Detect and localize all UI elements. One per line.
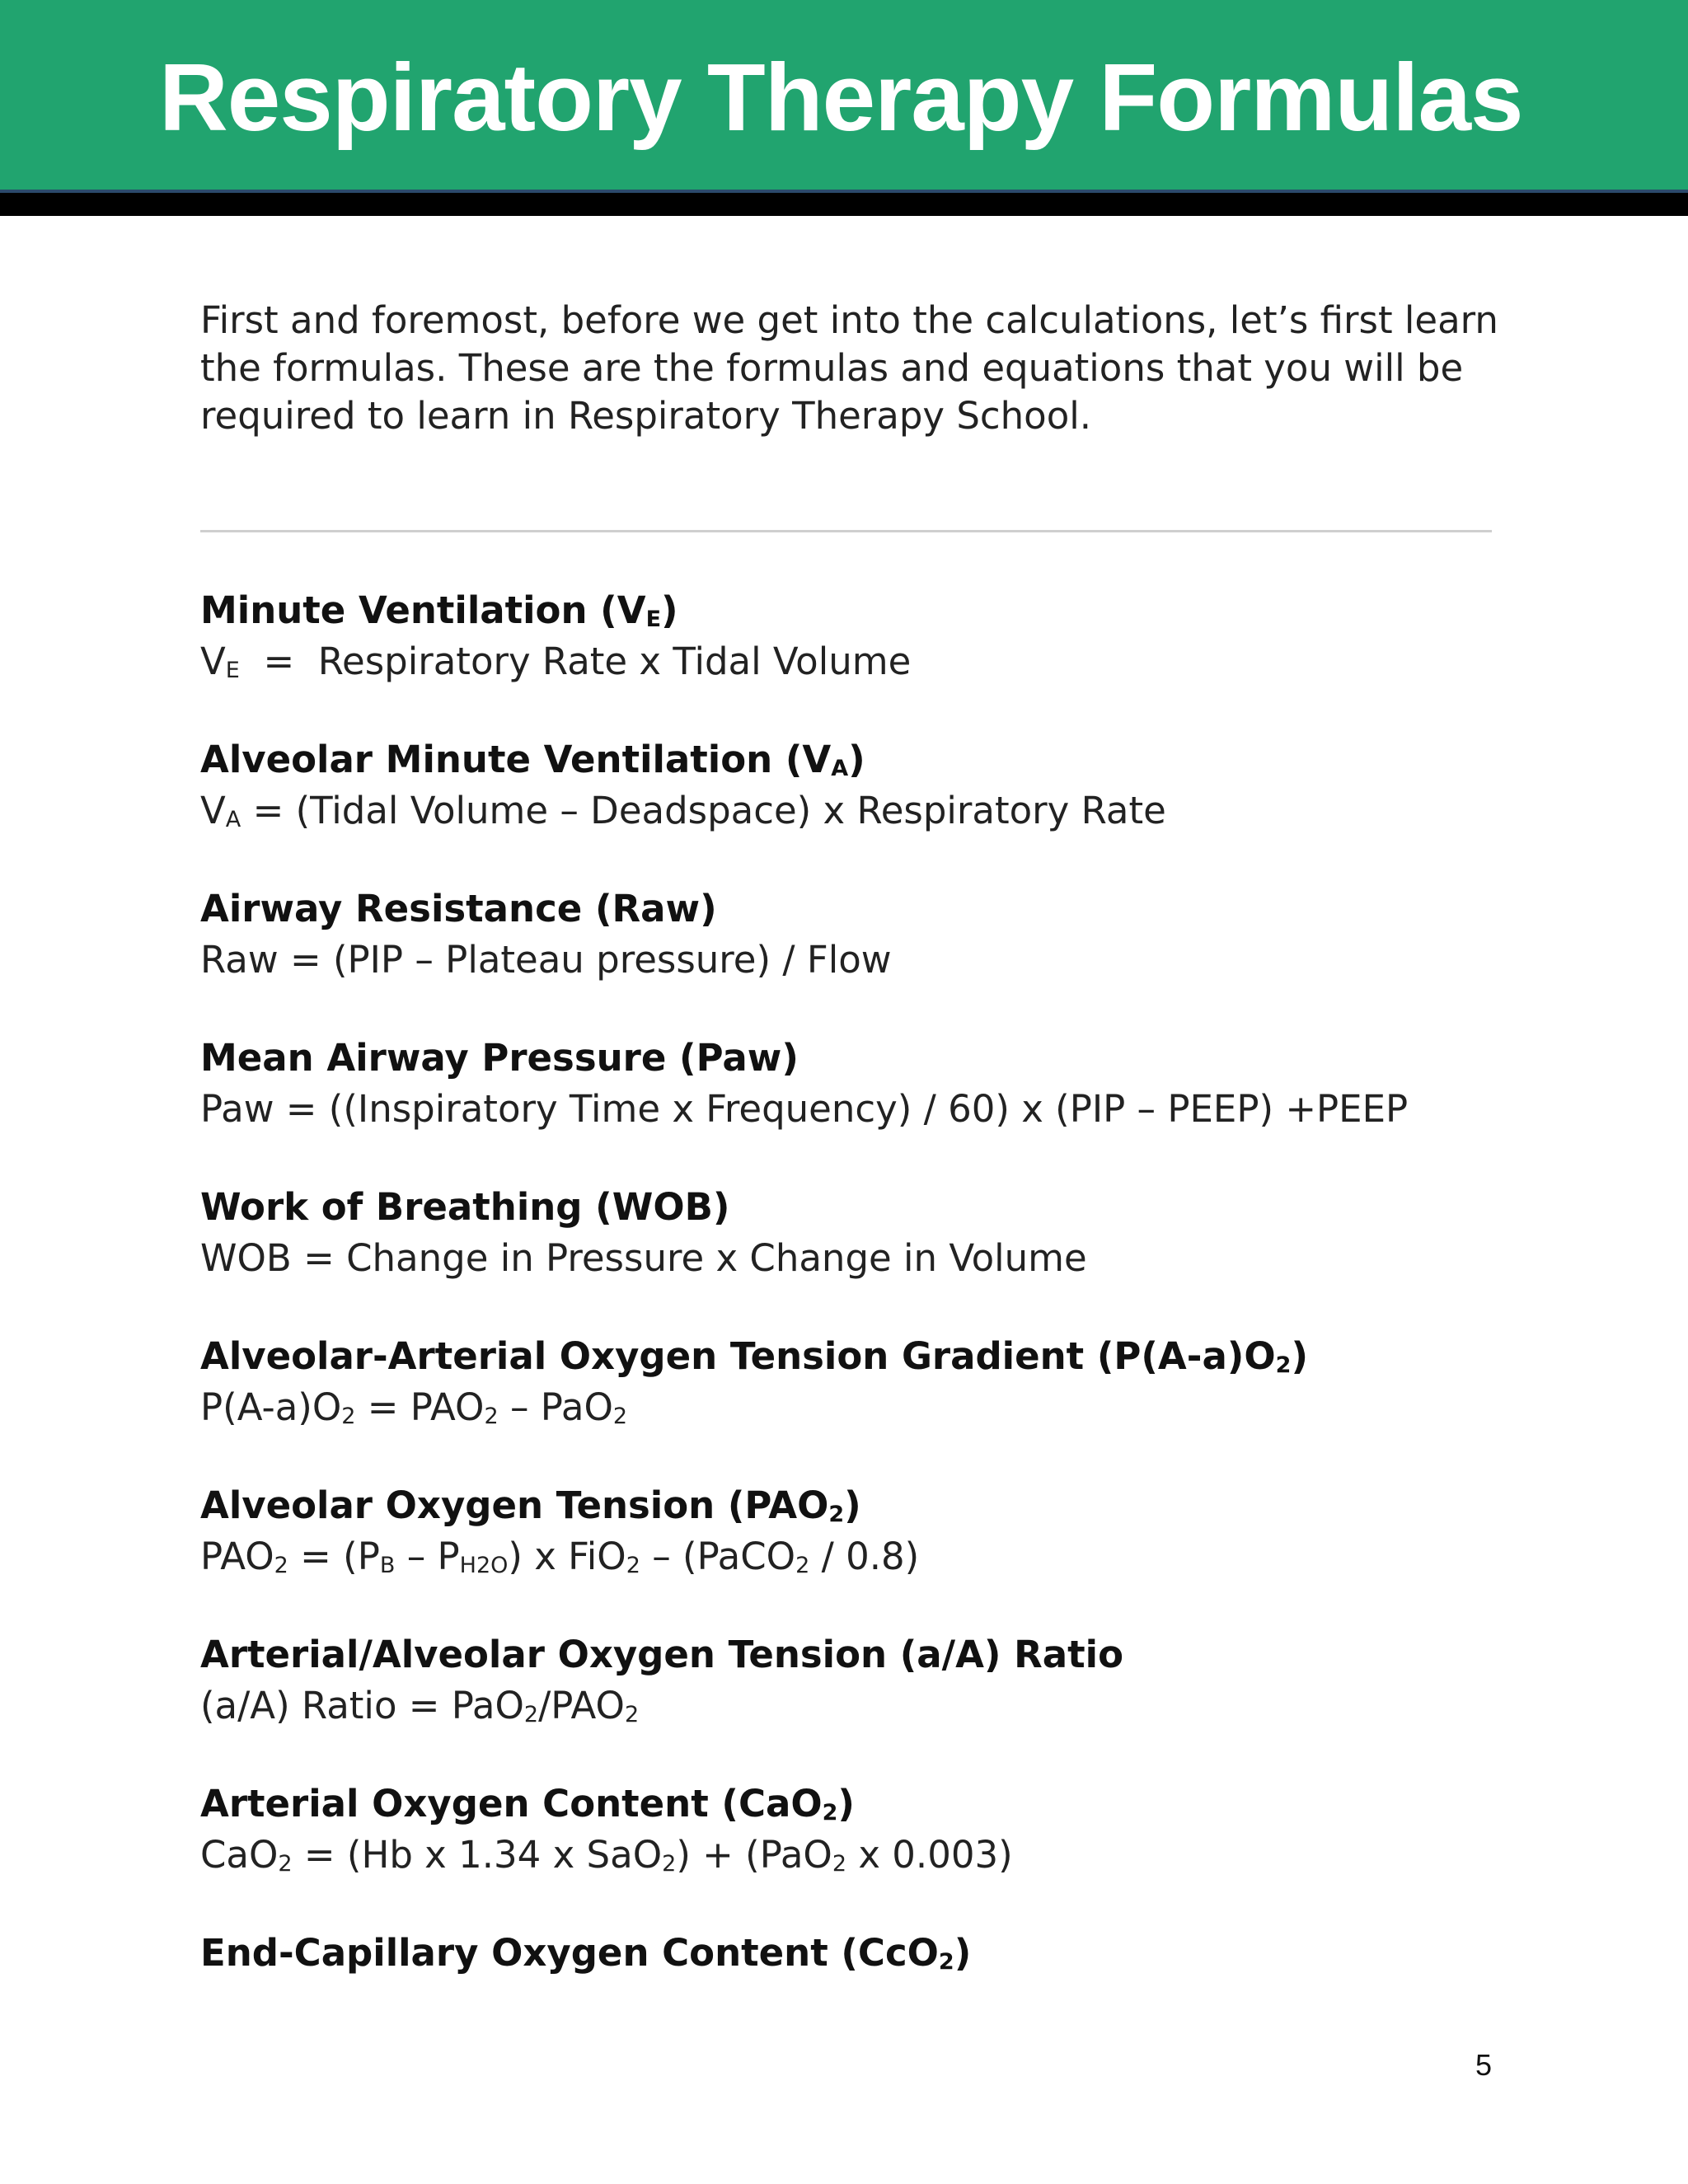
- subscript-text: A: [225, 807, 241, 833]
- formula-list: [200, 585, 1519, 2077]
- formula-text: x 0.003): [846, 1833, 1013, 1877]
- formula-item: [200, 1779, 1519, 1928]
- formula-text: ) + (PaO: [676, 1833, 832, 1877]
- formula-item: [200, 1331, 1519, 1480]
- formula-text: / 0.8): [809, 1535, 920, 1578]
- page-number: 5: [1475, 2048, 1492, 2082]
- formula-text: P(A-a)O: [200, 1385, 342, 1429]
- formula-text: CaO: [200, 1833, 279, 1877]
- formula-text: Alveolar Oxygen Tension (PAO: [200, 1483, 829, 1527]
- formula-text: V: [200, 789, 226, 832]
- subscript-text: 2: [828, 1502, 845, 1528]
- subscript-text: 2: [795, 1553, 810, 1579]
- formula-text: V: [200, 640, 226, 683]
- formula-title: [200, 1928, 1519, 1979]
- subscript-text: 2: [822, 1800, 838, 1826]
- subscript-text: 2: [278, 1851, 293, 1877]
- formula-text: ): [837, 1782, 855, 1825]
- subscript-text: 2: [832, 1851, 847, 1877]
- subscript-text: 2: [341, 1404, 356, 1430]
- formula-text: = PAO: [355, 1385, 485, 1429]
- formula-equation: [200, 1382, 1519, 1433]
- formula-text: ): [1291, 1334, 1309, 1378]
- subscript-text: 2: [626, 1553, 640, 1579]
- subscript-text: 2: [938, 1949, 954, 1975]
- formula-text: Mean Airway Pressure (Paw): [200, 1036, 799, 1080]
- formula-text: Minute Ventilation (V: [200, 588, 646, 632]
- formula-text: End-Capillary Oxygen Content (CcO: [200, 1931, 939, 1975]
- formula-text: – P: [395, 1535, 460, 1578]
- formula-equation: [200, 935, 1519, 986]
- formula-title: [200, 1331, 1519, 1382]
- formula-text: /PAO: [538, 1684, 625, 1727]
- formula-text: Alveolar-Arterial Oxygen Tension Gradient (P(A-a)O: [200, 1334, 1276, 1378]
- formula-item: [200, 1480, 1519, 1629]
- formula-text: ): [844, 1483, 861, 1527]
- formula-text: Arterial Oxygen Content (CaO: [200, 1782, 823, 1825]
- header-rule-thick: [0, 193, 1688, 216]
- formula-text: ) x FiO: [508, 1535, 626, 1578]
- formula-item: [200, 1033, 1519, 1182]
- formula-text: PAO: [200, 1535, 274, 1578]
- subscript-text: 2: [662, 1851, 677, 1877]
- subscript-text: 2: [1275, 1352, 1292, 1379]
- formula-text: = (Hb x 1.34 x SaO: [292, 1833, 663, 1877]
- formula-text: Raw = (PIP – Plateau pressure) / Flow: [200, 938, 892, 982]
- formula-text: Arterial/Alveolar Oxygen Tension (a/A) Ratio: [200, 1633, 1124, 1676]
- formula-item: [200, 1629, 1519, 1779]
- intro-paragraph: First and foremost, before we get into the calculations, let’s first learn the formulas. These are the formulas and equations that you will be required to learn in Respiratory Therapy School.: [200, 298, 1498, 438]
- subscript-text: A: [831, 756, 849, 782]
- section-divider: [200, 530, 1492, 532]
- formula-text: – PaO: [498, 1385, 613, 1429]
- formula-equation: [200, 636, 1519, 687]
- subscript-text: 2: [624, 1702, 640, 1728]
- formula-text: = (Tidal Volume – Deadspace) x Respiratory Rate: [241, 789, 1166, 832]
- subscript-text: 2: [484, 1404, 499, 1430]
- formula-item: [200, 734, 1519, 883]
- formula-text: Alveolar Minute Ventilation (V: [200, 738, 832, 781]
- formula-text: – (PaCO: [640, 1535, 796, 1578]
- formula-title: [200, 734, 1519, 785]
- formula-item: [200, 883, 1519, 1033]
- formula-item: [200, 1928, 1519, 2077]
- formula-text: Airway Resistance (Raw): [200, 887, 717, 930]
- formula-text: = Respiratory Rate x Tidal Volume: [239, 640, 912, 683]
- formula-title: [200, 1779, 1519, 1830]
- subscript-text: H2O: [459, 1553, 509, 1579]
- formula-text: ): [848, 738, 865, 781]
- subscript-text: 2: [274, 1553, 288, 1579]
- formula-equation: [200, 1531, 1519, 1582]
- formula-text: ): [954, 1931, 972, 1975]
- formula-equation: [200, 1233, 1519, 1284]
- formula-text: = (P: [288, 1535, 380, 1578]
- formula-item: [200, 585, 1519, 734]
- formula-text: WOB = Change in Pressure x Change in Volume: [200, 1236, 1087, 1280]
- formula-equation: [200, 785, 1519, 837]
- formula-item: [200, 1182, 1519, 1331]
- formula-equation: [200, 1830, 1519, 1881]
- subscript-text: E: [225, 658, 240, 684]
- formula-title: [200, 585, 1519, 636]
- formula-text: Paw = ((Inspiratory Time x Frequency) / 60) x (PIP – PEEP) +PEEP: [200, 1087, 1409, 1131]
- formula-text: (a/A) Ratio = PaO: [200, 1684, 524, 1727]
- formula-title: [200, 883, 1519, 935]
- formula-title: [200, 1480, 1519, 1531]
- formula-text: Work of Breathing (WOB): [200, 1185, 730, 1229]
- formula-equation: [200, 1680, 1519, 1732]
- subscript-text: B: [379, 1553, 396, 1579]
- formula-title: [200, 1033, 1519, 1084]
- page-title: Respiratory Therapy Formulas: [159, 44, 1523, 151]
- formula-title: [200, 1629, 1519, 1680]
- formula-equation: [200, 1084, 1519, 1135]
- formula-title: [200, 1182, 1519, 1233]
- subscript-text: 2: [612, 1404, 628, 1430]
- formula-text: ): [661, 588, 678, 632]
- subscript-text: E: [645, 607, 662, 633]
- subscript-text: 2: [523, 1702, 539, 1728]
